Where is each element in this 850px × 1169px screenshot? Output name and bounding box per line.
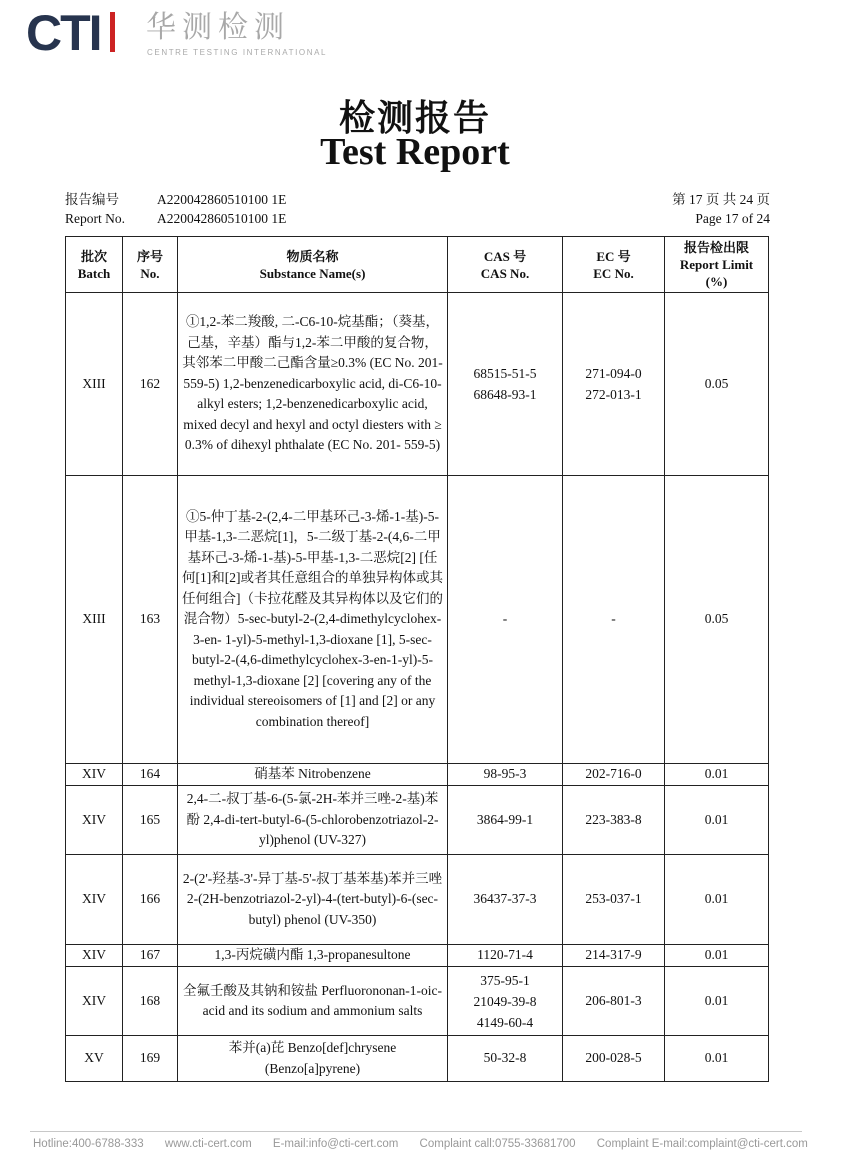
report-title-en: Test Report bbox=[320, 131, 510, 173]
report-number-block bbox=[65, 190, 286, 228]
table-header-row bbox=[66, 237, 769, 293]
table-row: XIII 163 ①5-仲丁基-2-(2,4-二甲基环己-3-烯-1-基)-5-甲基-1,3-二恶烷[1]，5-二级丁基-2-(4,6-二甲基环己-3-烯-1-基)-5-甲基-1,3-二恶烷[2] [任何[1]和[2]或者其任意组合的单独异构体或其任何组合]（卡拉花醛及其异构体以及它们的混合物）5-sec-butyl-2-(2,4-dimethylcyclohex-3-en- 1-yl)-5-methyl-1,3-dioxane [1], 5-sec- butyl-2-(4,6-dimethylcyclohex-3-en-1-yl)-5-methyl-1,3-dioxane [2] [covering any of the individual stereoisomers of [1] and [2] or any combination thereof] - - 0.05 bbox=[66, 476, 769, 764]
header-no: 序号 No. bbox=[123, 237, 178, 293]
logo-mark: CTI bbox=[26, 5, 101, 61]
table-row: XIV 164 硝基苯 Nitrobenzene 98-95-3 202-716-0 0.01 bbox=[66, 764, 769, 786]
substance-table bbox=[65, 236, 769, 1082]
report-title-cn: 检测报告 bbox=[338, 98, 491, 139]
logo-chinese-name: 华测检测 bbox=[146, 10, 290, 45]
header-substance: 物质名称 Substance Name(s) bbox=[178, 237, 448, 293]
header-cas: CAS 号 CAS No. bbox=[448, 237, 563, 293]
table-row: XIV 166 2-(2'-羟基-3'-异丁基-5'-叔丁基苯基)苯并三唑 2-(2H-benzotriazol-2-yl)-4-(tert-butyl)-6-(sec-butyl) phenol (UV-350) 36437-37-3 253-037-1 0.01 bbox=[66, 855, 769, 945]
page-number-cn: 第 17 页 共 24 页 bbox=[672, 192, 770, 207]
footer-divider bbox=[30, 1131, 802, 1132]
page-number-en: Page 17 of 24 bbox=[695, 211, 770, 226]
table-row: XV 169 苯并(a)芘 Benzo[def]chrysene (Benzo[a]pyrene) 50-32-8 200-028-5 0.01 bbox=[66, 1036, 769, 1082]
table-row: XIII 162 ①1,2-苯二羧酸, 二-C6-10-烷基酯；（葵基，己基，辛基）酯与1,2-苯二甲酸的复合物，其邻苯二甲酸二己酯含量≥0.3% (EC No. 201-559-5) 1,2-benzenedicarboxylic acid, di-C6-10-alkyl esters; 1,2-benzenedicarboxylic acid, mixed decyl and hexyl and octyl diesters with ≥ 0.3% of dihexyl phthalate (EC No. 201- 559-5) 68515-51-5 68648-93-1 271-094-0 272-013-1 0.05 bbox=[66, 293, 769, 476]
page-number-block bbox=[672, 190, 770, 228]
footer-complaint-call: Complaint call:0755-33681700 bbox=[419, 1138, 576, 1150]
report-no-value-en: A220042860510100 1E bbox=[157, 211, 287, 226]
table-row: XIV 168 全氟壬酸及其钠和铵盐 Perfluorononan-1-oic-acid and its sodium and ammonium salts 375-95-1 21049-39-8 4149-60-4 206-801-3 0.01 bbox=[66, 967, 769, 1036]
logo-accent-bar bbox=[110, 12, 115, 52]
table-row: XIV 165 2,4-二-叔丁基-6-(5-氯-2H-苯并三唑-2-基)苯酚 2,4-di-tert-butyl-6-(5-chlorobenzotriazol-2-yl)phenol (UV-327) 3864-99-1 223-383-8 0.01 bbox=[66, 786, 769, 855]
table-row: XIV 167 1,3-丙烷磺内酯 1,3-propanesultone 1120-71-4 214-317-9 0.01 bbox=[66, 945, 769, 967]
footer bbox=[33, 1138, 813, 1150]
seal-stamp-edge bbox=[840, 540, 850, 680]
report-no-label-en: Report No. bbox=[65, 211, 125, 226]
report-no-value: A220042860510100 1E bbox=[157, 192, 287, 207]
header-batch: 批次 Batch bbox=[66, 237, 123, 293]
footer-website: www.cti-cert.com bbox=[164, 1138, 252, 1150]
report-no-label-cn: 报告编号 bbox=[65, 192, 119, 207]
footer-complaint-email: Complaint E-mail:complaint@cti-cert.com bbox=[596, 1138, 808, 1150]
logo-english-name: CENTRE TESTING INTERNATIONAL bbox=[147, 48, 328, 57]
header-limit: 报告检出限 Report Limit (%) bbox=[665, 237, 769, 293]
footer-email: E-mail:info@cti-cert.com bbox=[272, 1138, 399, 1150]
footer-hotline: Hotline:400-6788-333 bbox=[33, 1138, 144, 1150]
header-ec: EC 号 EC No. bbox=[563, 237, 665, 293]
